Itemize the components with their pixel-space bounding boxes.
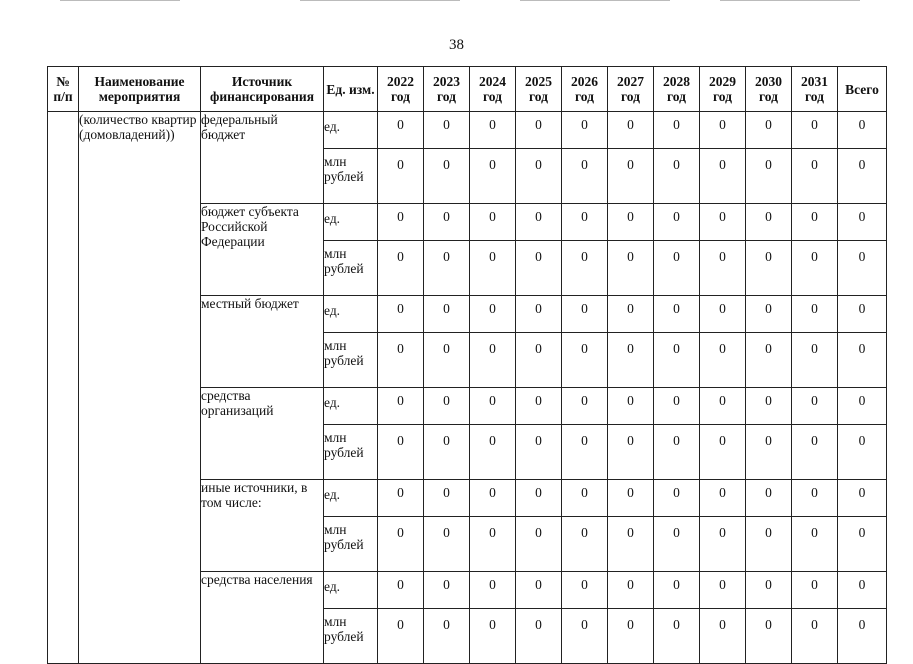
- year-value-cell: 0: [792, 480, 838, 517]
- year-value-cell: 0: [746, 609, 792, 664]
- year-value-cell: 0: [654, 241, 700, 296]
- year-value-cell: 0: [700, 480, 746, 517]
- year-value-cell: 0: [562, 241, 608, 296]
- unit-cell: ед.: [324, 572, 378, 609]
- total-value-cell: 0: [838, 480, 887, 517]
- year-value-cell: 0: [424, 388, 470, 425]
- year-value-cell: 0: [700, 425, 746, 480]
- year-value-cell: 0: [424, 480, 470, 517]
- year-value-cell: 0: [424, 572, 470, 609]
- year-value-cell: 0: [516, 517, 562, 572]
- year-value-cell: 0: [562, 480, 608, 517]
- num-cell: [48, 112, 79, 664]
- year-value-cell: 0: [516, 149, 562, 204]
- year-value-cell: 0: [516, 112, 562, 149]
- total-value-cell: 0: [838, 609, 887, 664]
- year-value-cell: 0: [378, 296, 424, 333]
- year-value-cell: 0: [700, 517, 746, 572]
- total-value-cell: 0: [838, 333, 887, 388]
- year-value-cell: 0: [470, 609, 516, 664]
- year-value-cell: 0: [700, 609, 746, 664]
- year-value-cell: 0: [470, 388, 516, 425]
- year-value-cell: 0: [562, 517, 608, 572]
- scan-edge-line: [60, 0, 180, 1]
- unit-cell: млн рублей: [324, 517, 378, 572]
- year-value-cell: 0: [654, 204, 700, 241]
- year-value-cell: 0: [470, 112, 516, 149]
- year-value-cell: 0: [470, 333, 516, 388]
- year-value-cell: 0: [746, 112, 792, 149]
- table-row: [48, 112, 887, 149]
- year-value-cell: 0: [746, 572, 792, 609]
- total-value-cell: 0: [838, 149, 887, 204]
- year-value-cell: 0: [516, 425, 562, 480]
- year-value-cell: 0: [378, 572, 424, 609]
- year-value-cell: 0: [424, 425, 470, 480]
- header-year: 2022 год: [378, 67, 424, 112]
- funding-source-cell: федеральный бюджет: [201, 112, 324, 204]
- header-source: Источник финансирования: [201, 67, 324, 112]
- year-value-cell: 0: [470, 517, 516, 572]
- year-value-cell: 0: [516, 296, 562, 333]
- year-value-cell: 0: [424, 609, 470, 664]
- year-value-cell: 0: [792, 388, 838, 425]
- header-year: 2028 год: [654, 67, 700, 112]
- year-value-cell: 0: [562, 204, 608, 241]
- year-value-cell: 0: [424, 149, 470, 204]
- year-value-cell: 0: [378, 517, 424, 572]
- year-value-cell: 0: [516, 241, 562, 296]
- year-value-cell: 0: [562, 425, 608, 480]
- unit-cell: млн рублей: [324, 609, 378, 664]
- header-year: 2025 год: [516, 67, 562, 112]
- year-value-cell: 0: [608, 333, 654, 388]
- year-value-cell: 0: [792, 425, 838, 480]
- unit-cell: ед.: [324, 296, 378, 333]
- header-year: 2027 год: [608, 67, 654, 112]
- year-value-cell: 0: [562, 572, 608, 609]
- unit-cell: ед.: [324, 388, 378, 425]
- year-value-cell: 0: [424, 241, 470, 296]
- year-value-cell: 0: [792, 241, 838, 296]
- header-num: № п/п: [48, 67, 79, 112]
- year-value-cell: 0: [470, 241, 516, 296]
- year-value-cell: 0: [746, 388, 792, 425]
- year-value-cell: 0: [424, 517, 470, 572]
- year-value-cell: 0: [700, 333, 746, 388]
- year-value-cell: 0: [700, 388, 746, 425]
- year-value-cell: 0: [378, 112, 424, 149]
- year-value-cell: 0: [608, 149, 654, 204]
- year-value-cell: 0: [378, 388, 424, 425]
- header-year: 2024 год: [470, 67, 516, 112]
- year-value-cell: 0: [424, 112, 470, 149]
- year-value-cell: 0: [654, 112, 700, 149]
- year-value-cell: 0: [654, 480, 700, 517]
- year-value-cell: 0: [562, 149, 608, 204]
- page-number: 38: [449, 37, 464, 53]
- scan-edge-line: [520, 0, 670, 1]
- year-value-cell: 0: [470, 149, 516, 204]
- year-value-cell: 0: [516, 204, 562, 241]
- year-value-cell: 0: [562, 296, 608, 333]
- year-value-cell: 0: [654, 333, 700, 388]
- year-value-cell: 0: [562, 388, 608, 425]
- year-value-cell: 0: [654, 296, 700, 333]
- year-value-cell: 0: [378, 241, 424, 296]
- year-value-cell: 0: [424, 296, 470, 333]
- total-value-cell: 0: [838, 296, 887, 333]
- year-value-cell: 0: [516, 609, 562, 664]
- year-value-cell: 0: [378, 480, 424, 517]
- year-value-cell: 0: [562, 333, 608, 388]
- year-value-cell: 0: [608, 112, 654, 149]
- header-total: Всего: [838, 67, 887, 112]
- funding-source-cell: средства организаций: [201, 388, 324, 480]
- year-value-cell: 0: [470, 480, 516, 517]
- year-value-cell: 0: [516, 388, 562, 425]
- total-value-cell: 0: [838, 517, 887, 572]
- year-value-cell: 0: [746, 204, 792, 241]
- year-value-cell: 0: [654, 517, 700, 572]
- year-value-cell: 0: [608, 204, 654, 241]
- total-value-cell: 0: [838, 572, 887, 609]
- funding-source-cell: иные источники, в том числе:: [201, 480, 324, 572]
- year-value-cell: 0: [746, 241, 792, 296]
- header-year: 2029 год: [700, 67, 746, 112]
- year-value-cell: 0: [792, 149, 838, 204]
- year-value-cell: 0: [378, 204, 424, 241]
- year-value-cell: 0: [470, 204, 516, 241]
- header-year: 2030 год: [746, 67, 792, 112]
- year-value-cell: 0: [746, 480, 792, 517]
- funding-source-cell: местный бюджет: [201, 296, 324, 388]
- year-value-cell: 0: [378, 609, 424, 664]
- year-value-cell: 0: [792, 609, 838, 664]
- unit-cell: млн рублей: [324, 149, 378, 204]
- year-value-cell: 0: [516, 572, 562, 609]
- scan-edge-line: [300, 0, 460, 1]
- header-row: [48, 67, 887, 112]
- header-unit: Ед. изм.: [324, 67, 378, 112]
- year-value-cell: 0: [746, 296, 792, 333]
- year-value-cell: 0: [700, 112, 746, 149]
- total-value-cell: 0: [838, 241, 887, 296]
- total-value-cell: 0: [838, 204, 887, 241]
- year-value-cell: 0: [746, 333, 792, 388]
- year-value-cell: 0: [700, 204, 746, 241]
- scan-edge-line: [720, 0, 860, 1]
- year-value-cell: 0: [746, 517, 792, 572]
- header-year: 2026 год: [562, 67, 608, 112]
- year-value-cell: 0: [700, 149, 746, 204]
- year-value-cell: 0: [608, 425, 654, 480]
- year-value-cell: 0: [746, 425, 792, 480]
- year-value-cell: 0: [608, 480, 654, 517]
- year-value-cell: 0: [470, 572, 516, 609]
- year-value-cell: 0: [608, 296, 654, 333]
- year-value-cell: 0: [746, 149, 792, 204]
- year-value-cell: 0: [562, 112, 608, 149]
- total-value-cell: 0: [838, 425, 887, 480]
- unit-cell: ед.: [324, 112, 378, 149]
- year-value-cell: 0: [792, 517, 838, 572]
- year-value-cell: 0: [654, 609, 700, 664]
- year-value-cell: 0: [700, 241, 746, 296]
- unit-cell: ед.: [324, 480, 378, 517]
- year-value-cell: 0: [378, 333, 424, 388]
- year-value-cell: 0: [562, 609, 608, 664]
- year-value-cell: 0: [700, 296, 746, 333]
- year-value-cell: 0: [608, 572, 654, 609]
- year-value-cell: 0: [792, 572, 838, 609]
- year-value-cell: 0: [792, 333, 838, 388]
- year-value-cell: 0: [470, 296, 516, 333]
- financing-table: [47, 66, 887, 664]
- year-value-cell: 0: [654, 149, 700, 204]
- total-value-cell: 0: [838, 112, 887, 149]
- header-year: 2023 год: [424, 67, 470, 112]
- year-value-cell: 0: [654, 388, 700, 425]
- year-value-cell: 0: [792, 296, 838, 333]
- year-value-cell: 0: [470, 425, 516, 480]
- year-value-cell: 0: [608, 609, 654, 664]
- event-name-cell: (количество квартир (домовладений)): [79, 112, 201, 664]
- year-value-cell: 0: [654, 572, 700, 609]
- unit-cell: млн рублей: [324, 241, 378, 296]
- year-value-cell: 0: [608, 517, 654, 572]
- header-event: Наименование мероприятия: [79, 67, 201, 112]
- year-value-cell: 0: [378, 425, 424, 480]
- unit-cell: млн рублей: [324, 333, 378, 388]
- year-value-cell: 0: [792, 204, 838, 241]
- year-value-cell: 0: [424, 204, 470, 241]
- year-value-cell: 0: [516, 480, 562, 517]
- year-value-cell: 0: [608, 388, 654, 425]
- year-value-cell: 0: [608, 241, 654, 296]
- unit-cell: млн рублей: [324, 425, 378, 480]
- total-value-cell: 0: [838, 388, 887, 425]
- year-value-cell: 0: [516, 333, 562, 388]
- year-value-cell: 0: [654, 425, 700, 480]
- unit-cell: ед.: [324, 204, 378, 241]
- year-value-cell: 0: [700, 572, 746, 609]
- year-value-cell: 0: [378, 149, 424, 204]
- year-value-cell: 0: [424, 333, 470, 388]
- funding-source-cell: бюджет субъекта Российской Федерации: [201, 204, 324, 296]
- year-value-cell: 0: [792, 112, 838, 149]
- header-year: 2031 год: [792, 67, 838, 112]
- funding-source-cell: средства населения: [201, 572, 324, 664]
